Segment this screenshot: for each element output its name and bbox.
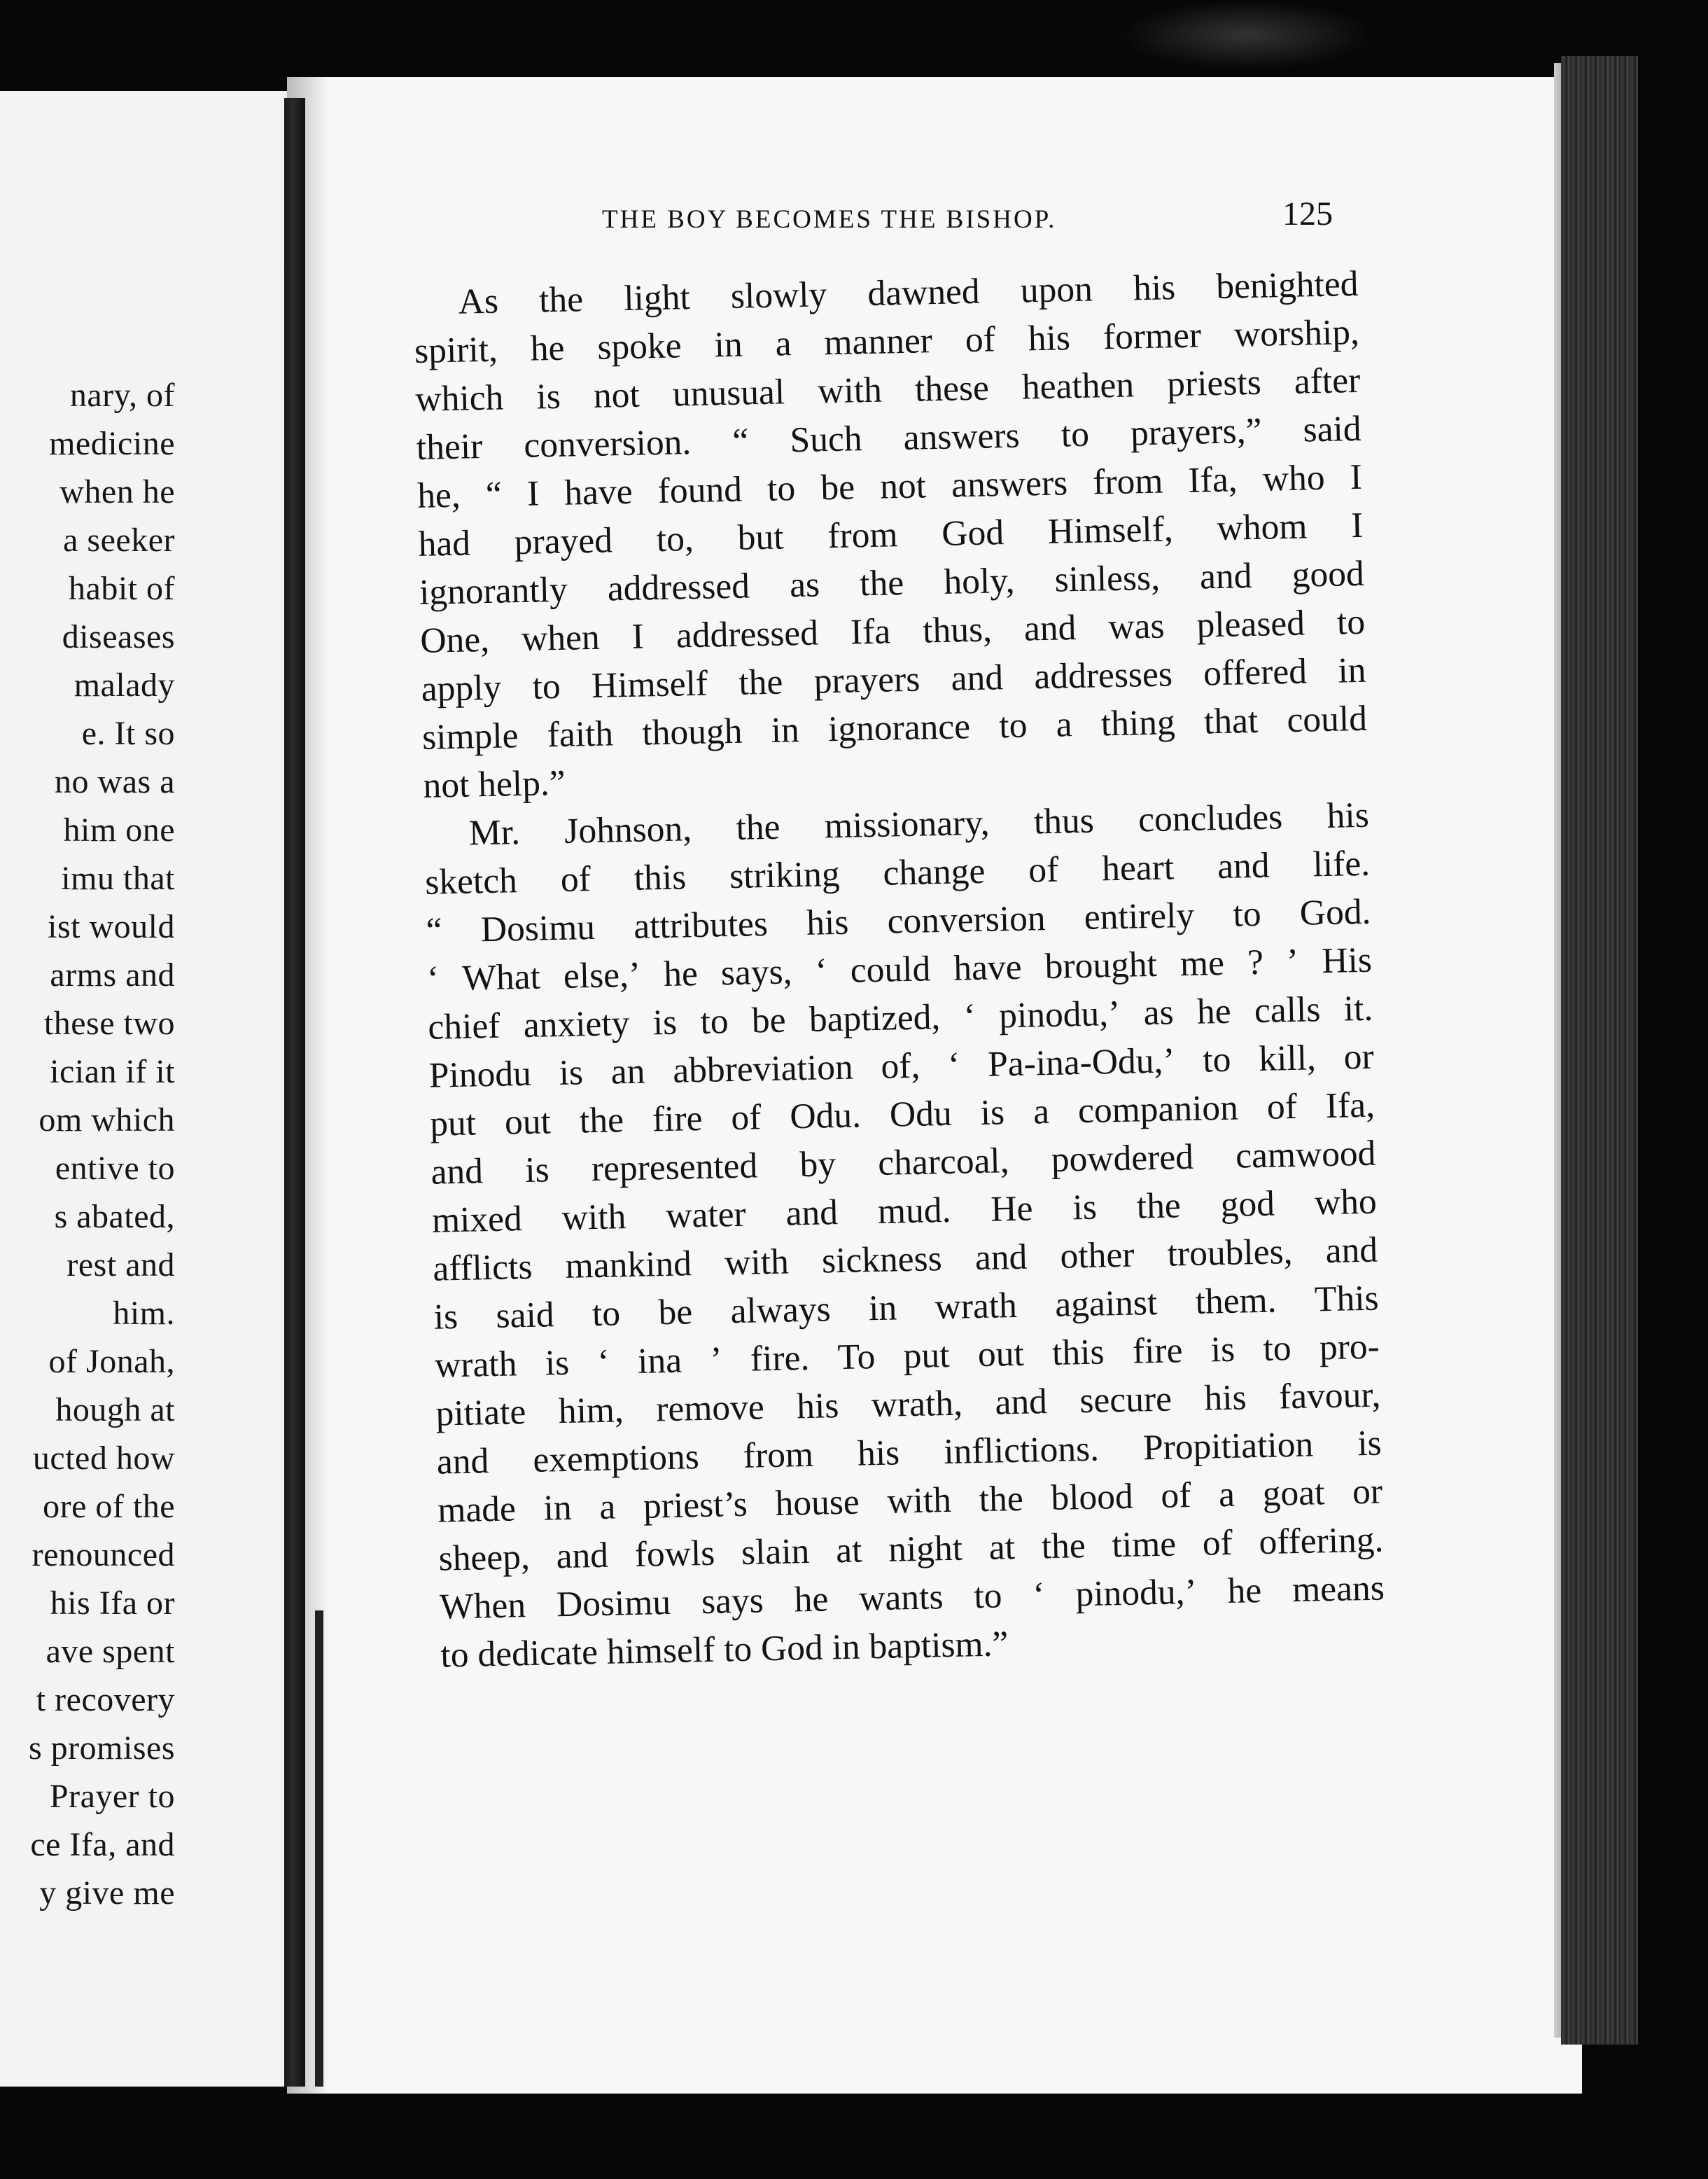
page-edges — [1561, 56, 1638, 2045]
left-page-line: ce Ifa, and — [30, 1826, 175, 1863]
text-line: As the light slowly dawned upon his benighted — [458, 263, 1359, 322]
text-line: put out the fire of Odu. Odu is a companion of Ifa, — [429, 1085, 1376, 1144]
text-line: mixed with water and mud. He is the god who — [431, 1181, 1378, 1241]
left-page-line: habit of — [69, 570, 175, 607]
text-line: apply to Himself the prayers and addresses offered in — [421, 650, 1366, 709]
left-page-line: rest and — [66, 1246, 175, 1283]
text-line: pitiate him, remove his wrath, and secure his favour, — [435, 1374, 1381, 1434]
text-line: and is represented by charcoal, powdered camwood — [430, 1133, 1376, 1192]
text-line: sheep, and fowls slain at night at the time of offering. — [438, 1519, 1384, 1579]
book-fold-crack — [315, 1610, 323, 2087]
text-line: wrath is ‘ ina ’ fire. To put out this fire is to pro- — [434, 1326, 1380, 1386]
text-line: their conversion. “ Such answers to prayers,” said — [416, 408, 1362, 468]
left-page-line: imu that — [61, 860, 175, 897]
left-page-line: malady — [74, 667, 175, 704]
text-line: not help.” — [422, 763, 566, 806]
text-line: chief anxiety is to be baptized, ‘ pinodu,’ as he calls it. — [427, 988, 1373, 1047]
left-page-line: a seeker — [63, 522, 175, 559]
left-page-line: hough at — [55, 1391, 175, 1428]
left-page-line: ave spent — [46, 1633, 175, 1670]
left-page-line: when he — [59, 473, 175, 510]
text-line: One, when I addressed Ifa thus, and was pleased to — [419, 601, 1366, 661]
text-line: is said to be always in wrath against them. This — [433, 1278, 1380, 1337]
left-page-line: him. — [113, 1295, 175, 1332]
left-page-line: entive to — [55, 1150, 175, 1187]
book-fold — [284, 98, 305, 2087]
left-page-line: renounced — [31, 1536, 175, 1573]
text-line: simple faith though in ignorance to a thing that could — [421, 698, 1368, 758]
left-page-line: ician if it — [50, 1053, 175, 1090]
text-line: made in a priest’s house with the blood of a goat or — [437, 1471, 1383, 1531]
text-line: he, “ I have found to be not answers from Ifa, who I — [416, 457, 1363, 516]
left-page-line: arms and — [50, 956, 175, 994]
left-page-line: ucted how — [32, 1440, 175, 1477]
left-page-line: diseases — [62, 618, 175, 655]
left-page-text — [0, 371, 175, 1917]
text-line: ignorantly addressed as the holy, sinless, and good — [419, 553, 1365, 613]
left-page-line: s abated, — [54, 1198, 175, 1235]
left-page-line: t recovery — [36, 1681, 175, 1718]
text-line: “ Dosimu attributes his conversion entirely to God. — [426, 891, 1371, 951]
text-line: spirit, he spoke in a manner of his former worship, — [414, 312, 1360, 371]
left-page-line: e. It so — [81, 715, 175, 752]
text-line: Pinodu is an abbreviation of, ‘ Pa-ina-Odu,’ to kill, or — [428, 1036, 1375, 1096]
text-line: to dedicate himself to God in baptism.” — [440, 1624, 1009, 1676]
left-page-line: no was a — [55, 763, 175, 800]
left-page-line: y give me — [39, 1874, 175, 1912]
paragraph — [413, 260, 1368, 810]
text-line: and exemptions from his inflictions. Propitiation is — [436, 1423, 1382, 1482]
page-number: 125 — [1282, 195, 1333, 232]
left-page-line: his Ifa or — [50, 1585, 175, 1622]
text-line: When Dosimu says he wants to ‘ pinodu,’ he means — [439, 1568, 1385, 1627]
left-page-line: of Jonah, — [48, 1343, 175, 1380]
body-text — [413, 260, 1386, 1680]
text-line: afflicts mankind with sickness and other troubles, and — [432, 1230, 1378, 1289]
paragraph — [424, 791, 1386, 1680]
left-page-line: Prayer to — [49, 1778, 175, 1815]
scan-smudge — [1120, 0, 1372, 70]
left-page-line: nary, of — [69, 377, 175, 414]
left-page-line: ore of the — [43, 1488, 175, 1525]
text-line: ‘ What else,’ he says, ‘ could have brought me ? ’ His — [426, 940, 1373, 999]
left-page-line: s promises — [29, 1729, 175, 1767]
text-line: which is not unusual with these heathen priests after — [414, 360, 1361, 419]
text-line: sketch of this striking change of heart and life. — [424, 843, 1371, 903]
running-head: THE BOY BECOMES THE BISHOP. — [602, 205, 1057, 234]
left-page-line: om which — [38, 1101, 175, 1139]
left-page-line: these two — [43, 1005, 175, 1042]
left-page-line: ist would — [48, 908, 175, 945]
left-page-line: him one — [63, 812, 175, 849]
text-line: had prayed to, but from God Himself, whom I — [418, 505, 1364, 564]
left-page-line: medicine — [49, 425, 175, 462]
text-line: Mr. Johnson, the missionary, thus concludes his — [468, 795, 1370, 854]
